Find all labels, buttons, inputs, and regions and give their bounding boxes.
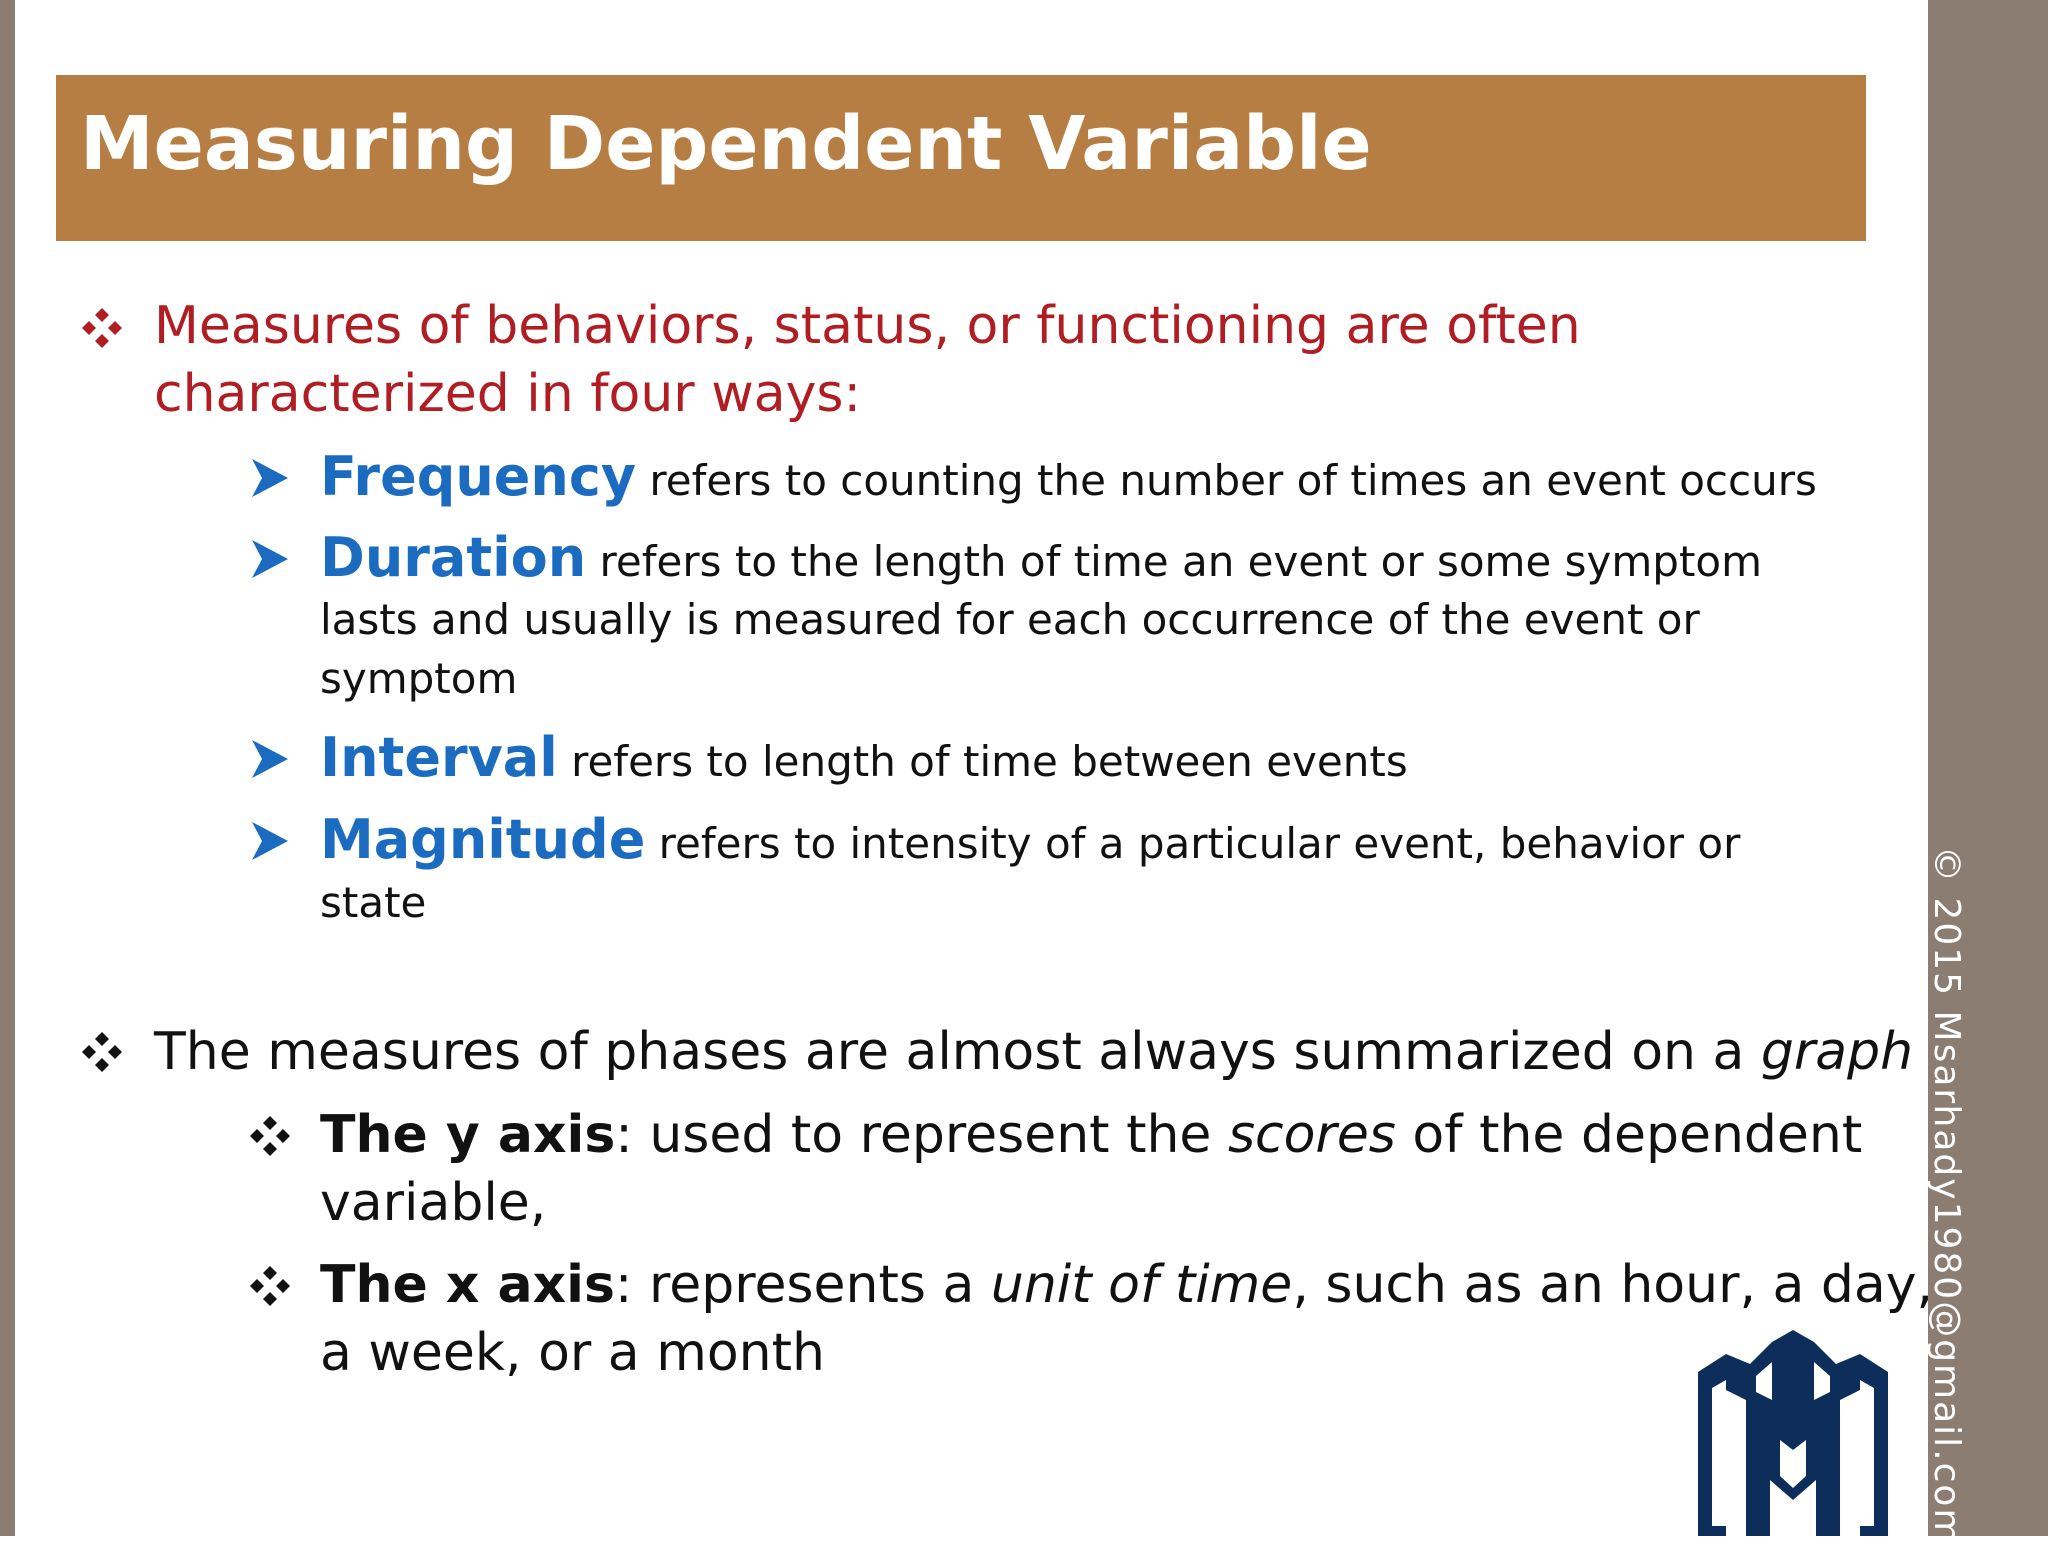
bullet2-prefix: The measures of phases are almost always summarized on a — [154, 1022, 1761, 1082]
y-axis-line1 — [320, 1101, 1862, 1169]
item-interval — [320, 726, 1408, 791]
four-diamond-bullet-icon — [248, 1264, 292, 1308]
item-frequency — [320, 445, 1817, 510]
university-logo — [1692, 1330, 1894, 1536]
bullet2-emph: graph — [1760, 1022, 1914, 1082]
desc-duration-2: lasts and usually is measured for each occurrence of the event or — [320, 595, 1700, 644]
arrowhead-bullet-icon — [248, 457, 290, 499]
copyright-vertical: © 2015 Msarhady1980@gmail.com — [1926, 846, 1967, 1546]
item-magnitude — [320, 808, 1741, 873]
term-frequency: Frequency — [320, 445, 637, 508]
arrowhead-bullet-icon — [248, 738, 290, 780]
four-diamond-bullet-icon — [80, 1030, 124, 1074]
term-magnitude: Magnitude — [320, 808, 646, 871]
four-diamond-bullet-icon — [248, 1114, 292, 1158]
bullet1-line2: characterized in four ways: — [154, 364, 861, 424]
bullet1-line1: Measures of behaviors, status, or functioning are often — [154, 296, 1581, 356]
y-axis-label: The y axis — [320, 1105, 616, 1165]
term-duration: Duration — [320, 526, 587, 589]
desc-interval: refers to length of time between events — [557, 737, 1408, 786]
four-diamond-bullet-icon — [80, 306, 124, 350]
slide-title: Measuring Dependent Variable — [80, 101, 1372, 187]
bullet2-text — [154, 1018, 1913, 1086]
desc-magnitude-2: state — [320, 878, 427, 927]
arrowhead-bullet-icon — [248, 820, 290, 862]
x-axis-line2: a week, or a month — [320, 1323, 825, 1383]
desc-duration-1: refers to the length of time an event or some symptom — [586, 537, 1763, 586]
arrowhead-bullet-icon — [248, 538, 290, 580]
desc-duration-3: symptom — [320, 654, 518, 703]
x-axis-sep: : represents a — [614, 1255, 991, 1315]
left-margin-bar — [0, 0, 15, 1536]
y-axis-line2: variable, — [320, 1173, 547, 1233]
x-axis-label: The x axis — [320, 1255, 615, 1315]
x-axis-rest: , such as an hour, a day, — [1292, 1255, 1934, 1315]
item-duration — [320, 526, 1763, 591]
y-axis-rest: of the dependent — [1395, 1105, 1863, 1165]
desc-frequency: refers to counting the number of times an event occurs — [636, 456, 1817, 505]
term-interval: Interval — [320, 726, 558, 789]
y-axis-sep: : used to represent the — [615, 1105, 1228, 1165]
x-axis-line1 — [320, 1251, 1933, 1319]
x-axis-emph: unit of time — [990, 1255, 1293, 1315]
y-axis-emph: scores — [1227, 1105, 1396, 1165]
desc-magnitude-1: refers to intensity of a particular event, behavior or — [645, 819, 1741, 868]
